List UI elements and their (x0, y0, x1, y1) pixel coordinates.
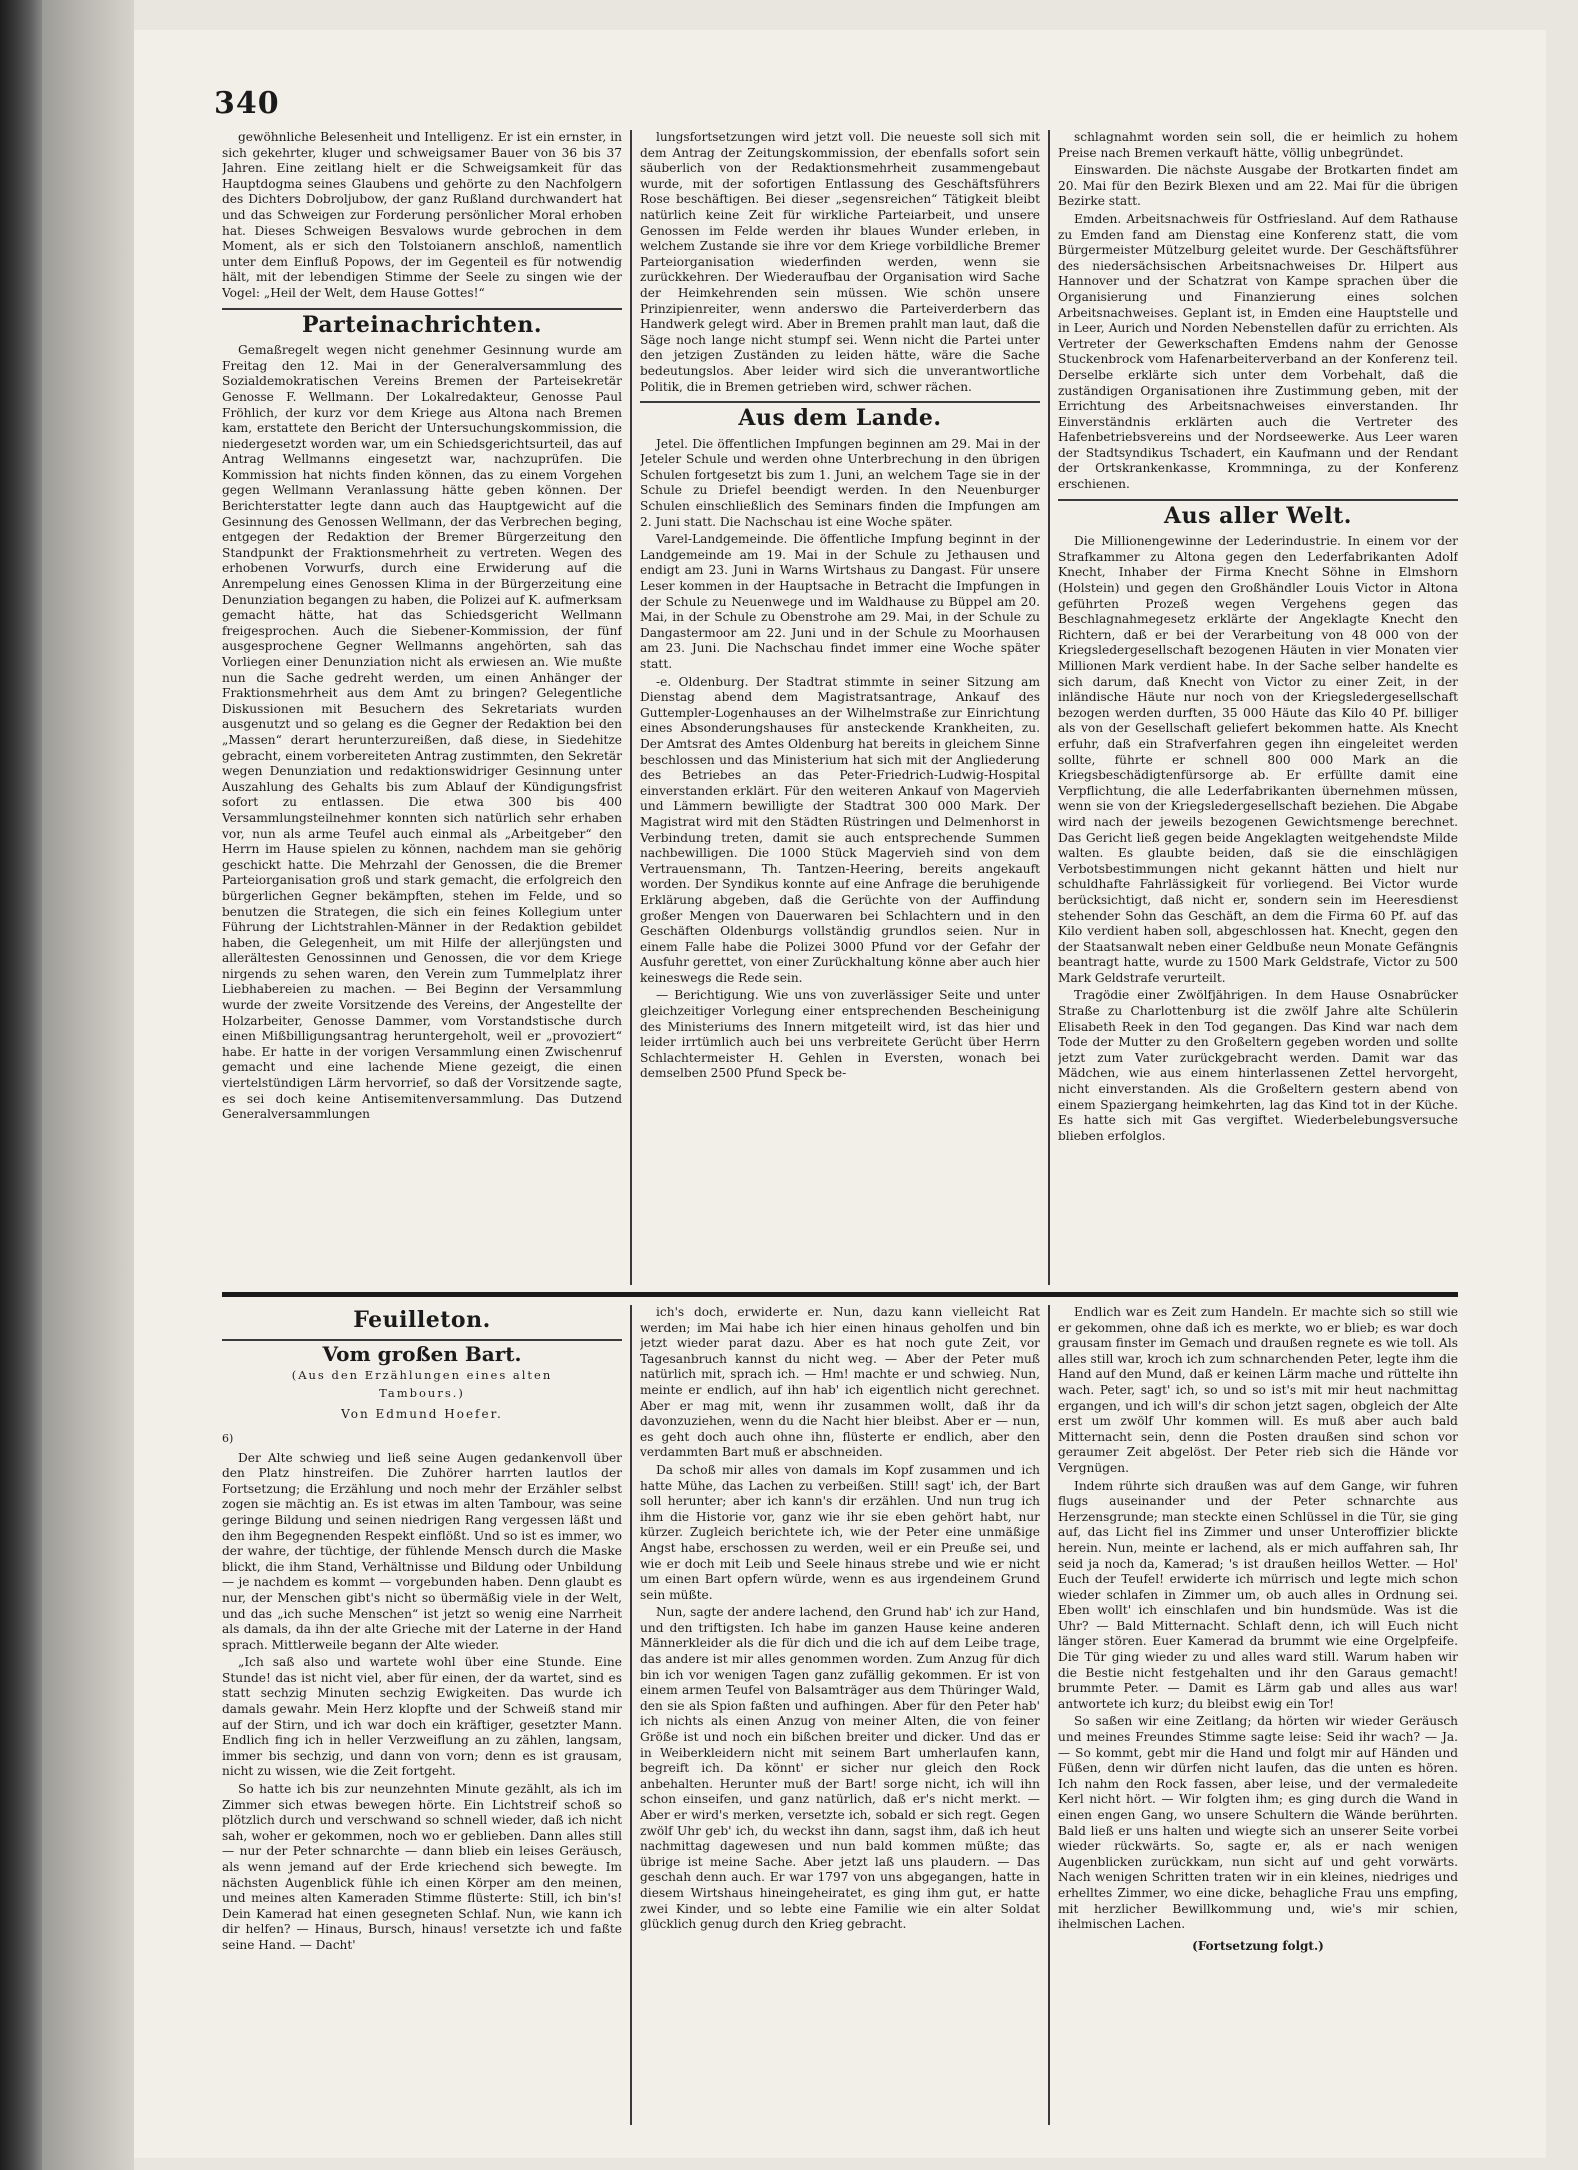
page-edge (42, 0, 134, 2170)
page-number: 340 (214, 86, 280, 121)
story-author: Von Edmund Hoefer. (341, 1407, 503, 1422)
feuilleton-column-3 (1058, 1305, 1458, 2125)
story-part-number: 6) (222, 1431, 234, 1445)
feuilleton-heading: Feuilleton. (353, 1307, 491, 1333)
column-rule (1048, 130, 1050, 1285)
bremen-paragraph: lungsfortsetzungen wird jetzt voll. Die neueste soll sich mit dem Antrag der Zeitungskommission, der ebenfalls sofort sein säuberlich von der Redaktionsmehrheit zusammengebaut wurde, mit der sofortigen Entlassung des Geschäftsführers Rose beschäftigen. Bei dieser „segensreichen“ Tätigkeit bleibt natürlich keine Zeit für wirkliche Parteiarbeit, und unsere Genossen im Felde werden ihr blaues Wunder erleben, in welchem Zustande sie ihre vor dem Kriege vorbildliche Bremer Parteiorganisation wiederfinden werden, wenn sie zurückkehren. Der Wiederaufbau der Organisation wird Sache der Heimkehrenden sein müssen. Wie schön unsere Prinzipienreiter, wenn anderswo die Parteiverderbern das Handwerk gelegt wird. Aber in Bremen prahlt man laut, daß die Säge noch lange nicht stumpf sei. Wenn nicht die Partei unter den jetzigen Zuständen zu leiden hätte, wäre die Sache bedeutungslos. Aber leider wird sich die unverantwortliche Politik, die in Bremen getrieben wird, schwer rächen. (640, 130, 1040, 394)
story-paragraph: Endlich war es Zeit zum Handeln. Er machte sich so still wie er gekommen, ohne daß ich es merkte, wo er blieb; es war doch grausam finster im Gemach und draußen regnete es wie toll. Als alles still war, kroch ich zum schnarchenden Peter, legte ihm die Hand auf den Mund, daß er keinen Lärm mache und rüttelte ihn wach. Peter, sagt' ich, so und so ist's mit mir heut nachmittag ergangen, und ich will's dir schon jetzt sagen, obgleich der Alte erst um zwölf Uhr kommen will. Es muß aber auch bald Mitternacht sein, denn die Posten draußen sind schon vor geraumer Zeit abgelöst. Der Peter rieb sich die Hände vor Vergnügen. (1058, 1305, 1458, 1475)
book-binding (0, 0, 42, 2170)
parteinachrichten-paragraph: Gemaßregelt wegen nicht genehmer Gesinnung wurde am Freitag den 12. Mai in der Generalversammlung des Sozialdemokratischen Vereins Bremen der Parteisekretär Genosse F. Wellmann. Der Lokalredakteur, Genosse Paul Fröhlich, der kurz vor dem Kriege aus Altona nach Bremen kam, erstattete den Bericht der Untersuchungskommission, die niedergesetzt worden war, um ein Schiedsgerichtsurteil, das auf Antrag Wellmanns eingesetzt war, nachzuprüfen. Die Kommission hat nichts finden können, das zu einem Vorgehen gegen Wellmann Veranlassung hätte geben können. Der Berichterstatter legte dann auch das Hauptgewicht auf die Gesinnung des Genossen Wellmann, der das Verbrechen beging, entgegen der Redaktion der Bremer Bürgerzeitung den Standpunkt der Fraktionsmehrheit zu vertreten. Wegen des erhobenen Vorwurfs, durch eine Erwiderung auf die Anrempelung eines Genossen Klima in der Bürgerzeitung eine Denunziation begangen zu haben, die Polizei auf K. aufmerksam gemacht hätte, hat das Schiedsgericht Wellmann freigesprochen. Auch die Siebener-Kommission, der fünf ausgesprochene Gegner Wellmanns angehörten, sah das Vorliegen einer Denunziation nicht als erwiesen an. Wie mußte nun die Sache gedreht werden, um einen Anhänger der Fraktionsmehrheit aus dem Amt zu bringen? Gelegentliche Diskussionen mit Besuchern des Sekretariats wurden ausgenutzt und so gelang es die Gegner der Redaktion bei den „Massen“ derart herunterzureißen, daß diese, in Siedehitze gebracht, einem vorbereiteten Antrag zustimmten, den Sekretär wegen Denunziation und redaktionswidriger Gesinnung unter Auszahlung des Gehalts bis zum Ablauf der Kündigungsfrist sofort zu entlassen. Die etwa 300 bis 400 Versammlungsteilnehmer konnten sich natürlich sehr erhaben vor, nun als arme Teufel auch einmal als „Arbeitgeber“ den Herrn im Hause spielen zu können, nachdem man sie gehörig geschickt hatte. Die Mehrzahl der Genossen, die die Bremer Parteiorganisation groß und stark gemacht, die erfolgreich den bürgerlichen Gegner bekämpften, stehen im Felde, und so benutzen die Strategen, die sich ein feines Kollegium unter Führung der Lichtstrahlen-Männer in der Redaktion gebildet haben, die Gelegenheit, um mit Hilfe der allerjüngsten und allerältesten Genossinnen und Genossen, die vor dem Kriege nirgends zu sehen waren, den Verein zum Tummelplatz ihrer Liebhabereien zu machen. — Bei Beginn der Versammlung wurde der zweite Vorsitzende des Vereins, der Angestellte der Holzarbeiter, Genosse Dammer, vom Vorstandstische durch einen Mißbilligungsantrag heruntergeholt, weil er „provoziert“ habe. Er hatte in der vorigen Versammlung einen Zwischenruf gemacht und eine lachende Miene gezeigt, die einen viertelstündigen Lärm hervorrief, so daß der Vorsitzende sagte, es sei doch keine Antisemitenversammlung. Das Dutzend Generalversammlungen (222, 343, 622, 1122)
column-rule (630, 130, 632, 1285)
newspaper-page (134, 30, 1546, 2158)
feuilleton-column-1 (222, 1305, 622, 2125)
lande-paragraph: — Berichtigung. Wie uns von zuverlässiger Seite und unter gleichzeitiger Vorlegung einer entsprechenden Bescheinigung des Ministeriums des Innern mitgeteilt wird, ist das hier und leider irrtümlich auch bei uns verbreitete Gerücht über Herrn Schlachtermeister H. Gehlen in Eversten, wonach bei demselben 2500 Pfund Speck be- (640, 988, 1040, 1081)
story-paragraph: So hatte ich bis zur neunzehnten Minute gezählt, als ich im Zimmer sich etwas bewegen hörte. Ein Lichtstreif schoß so plötzlich durch und verschwand so schnell wieder, daß ich nicht sah, woher er gekommen, noch wo er geblieben. Dann alles still — nur der Peter schnarchte — dann blieb ein leises Geräusch, als wenn jemand auf der Erde kriechend sich bewegte. Im nächsten Augenblick fühle ich einen Körper am den meinen, und meines alten Kameraden Stimme flüsterte: Still, ich bin's! Dein Kamerad hat einen gesegneten Schlaf. Nun, wie kann ich dir helfen? — Hinaus, Bursch, hinaus! versetzte ich und faßte seine Hand. — Dacht' (222, 1782, 622, 1952)
feuilleton-divider (222, 1292, 1458, 1297)
lande-continued-paragraph: schlagnahmt worden sein soll, die er heimlich zu hohem Preise nach Bremen verkauft hätte, völlig unbegründet. (1058, 130, 1458, 160)
aus-dem-lande-heading: Aus dem Lande. (738, 405, 942, 432)
column-2-top (640, 130, 1040, 1285)
column-1-top (222, 130, 622, 1285)
story-paragraph: Nun, sagte der andere lachend, den Grund hab' ich zur Hand, und den triftigsten. Ich habe im ganzen Hause keine anderen Männerkleider als die für dich und die ich auf dem Leibe trage, das andere ist mir alles genommen worden. Zum Anzug für dich bin ich vor wenigen Tagen ganz zufällig gekommen. Er ist von einem armen Teufel von Balsamträger aus dem Thüringer Wald, den sie als Spion faßten und aufhingen. Aber für den Peter hab' ich nichts als einen Anzug von meiner Alten, die von feiner Größe ist und noch ein bißchen breiter und dicker. Und das er in Weiberkleidern nicht mit seinem Bart umherlaufen kann, begreift ich. Da könnt' er sicher nur gleich den Rock anbehalten. Herunter muß der Bart! sorge nicht, ich will ihn schon einseifen, und ganz natürlich, daß er's nicht merkt. — Aber er wird's merken, versetzte ich, sobald er sich regt. Gegen zwölf Uhr geb' ich, du weckst ihn dann, sagst ihm, daß ich heut nachmittag dagewesen und nun bald kommen müßte; das übrige ist meine Sache. Aber jetzt laß uns plaudern. — Das geschah denn auch. Er war 1797 von uns abgegangen, hatte in diesem Wirtshaus hineingeheiratet, es ging ihm gut, er hatte zwei Kinder, und so lebte eine Familie wie ein alter Soldat glücklich genug durch den Krieg gebracht. (640, 1605, 1040, 1932)
parteinachrichten-heading: Parteinachrichten. (301, 311, 543, 338)
lande-paragraph: Emden. Arbeitsnachweis für Ostfriesland. Auf dem Rathause zu Emden fand am Dienstag eine Konferenz statt, die vom Bürgermeister Mützelburg geleitet wurde. Der Geschäftsführer des niedersächsischen Arbeitsnachweises Dr. Hilpert aus Hannover und der Schatzrat von Kampe sprachen über die Organisierung und Finanzierung eines solchen Arbeitsnachweises. Geplant ist, in Emden eine Hauptstelle und in Leer, Aurich und Norden Nebenstellen dafür zu errichten. Als Vertreter der Gewerkschaften Emdens nahm der Genosse Stuckenbrock vom Hafenarbeiterverband an der Konferenz teil. Derselbe erklärte sich unter dem Vorbehalt, daß die zuständigen Organisationen ihre Zustimmung geben, mit der Errichtung des Arbeitsnachweises einverstanden. Ihr Einverständnis erklärten auch die Vertreter des Hafenbetriebsvereins und der Nordseewerke. Aus Leer waren der Stadtsyndikus Tschadert, ein Kaufmann und der Rendant der Ortskrankenkasse, Krommninga, zu der Konferenz erschienen. (1058, 211, 1458, 492)
aus-aller-welt-heading: Aus aller Welt. (1164, 502, 1352, 529)
intro-paragraph: gewöhnliche Belesenheit und Intelligenz. Er ist ein ernster, in sich gekehrter, kluger und schweigsamer Bauer von 36 bis 37 Jahren. Eine zeitlang hielt er die Schweigsamkeit für das Hauptdogma seines Glaubens und gehörte zu den Nachfolgern des Dichters Dobroljubow, der ganz Rußland durchwandert hat und das Schweigen zur Forderung persönlicher Moral erhoben hat. Dieses Schweigen Besvalows wurde gebrochen in dem Moment, als er sich den Tolstoianern anschloß, namentlich unter dem Einfluß Popows, der im Gegenteil es für notwendig hält, mit der lebendigen Stimme der Seele zu singen wie der Vogel: „Heil der Welt, dem Hause Gottes!“ (222, 130, 622, 300)
column-rule (630, 1305, 632, 2125)
welt-paragraph: Die Millionengewinne der Lederindustrie. In einem vor der Strafkammer zu Altona gegen den Lederfabrikanten Adolf Knecht, Inhaber der Firma Knecht Söhne in Elmshorn (Holstein) und gegen den Großhändler Louis Victor in Altona geführten Prozeß wegen Vergehens gegen das Beschlagnahmegesetz erklärte der Angeklagte Knecht den Richtern, daß er bei der Verarbeitung von 48 000 von der Kriegsledergesellschaft bezogenen Häuten in vier Monaten vier Millionen Mark verdient habe. In der Sache selber handelte es sich darum, daß Knecht von Victor zu einer Zeit, in der inländische Häute nur noch von der Kriegsledergesellschaft bezogen werden durften, 35 000 Häute das Kilo 40 Pf. billiger als von der Gesellschaft geliefert bekommen hatte. Als Knecht erfuhr, daß ein Strafverfahren gegen ihn eingeleitet werden sollte, führte er schnell 800 000 Mark an die Kriegsbeschädigtenfürsorge ab. Er erfüllte damit eine Verpflichtung, die alle Lederfabrikanten übernehmen müssen, wenn sie von der Kriegsledergesellschaft beziehen. Die Abgabe wird nach der jeweils bezogenen Gewichtsmenge berechnet. Das Gericht ließ gegen beide Angeklagten weitgehendste Milde walten. Es glaubte beiden, daß sie die einschlägigen Verbotsbestimmungen nicht gekannt hätten und hielt nur schuldhafte Fahrlässigkeit für vorliegend. Bei Victor wurde berücksichtigt, daß nicht er, sondern sein im Heeresdienst stehender Sohn das Geschäft, an dem die Firma 60 Pf. auf das Kilo verdient haben soll, abgeschlossen hat. Knecht, gegen den der Staatsanwalt neben einer Geldbuße neun Monate Gefängnis beantragt hatte, wurde zu 1500 Mark Geldstrafe, Victor zu 500 Mark Geldstrafe verurteilt. (1058, 534, 1458, 985)
welt-paragraph: Tragödie einer Zwölfjährigen. In dem Hause Osnabrücker Straße zu Charlottenburg ist die zwölf Jahre alte Schülerin Elisabeth Reek in den Tod gegangen. Das Kind war nach dem Tode der Mutter zu den Großeltern gegeben worden und sollte jetzt zum Vater zurückgebracht werden. Damit war das Mädchen, wie aus einem hinterlassenen Zettel hervorgeht, nicht einverstanden. Als die Großeltern gestern abend von einem Spaziergang heimkehrten, lag das Kind tot in der Küche. Es hatte sich mit Gas vergiftet. Wiederbelebungsversuche blieben erfolglos. (1058, 988, 1458, 1143)
column-rule (1048, 1305, 1050, 2125)
lande-paragraph: Varel-Landgemeinde. Die öffentliche Impfung beginnt in der Landgemeinde am 19. Mai in der Schule zu Jethausen und endigt am 23. Juni in Warns Wirtshaus zu Dangast. Für unsere Leser kommen in der Hauptsache in Betracht die Impfungen in der Schule zu Neuenwege und im Waldhause zu Büppel am 20. Mai, in der Schule zu Obenstrohe am 29. Mai, in der Schule zu Dangastermoor am 22. Juni und in der Schule zu Moorhausen am 23. Juni. Die Nachschau findet immer eine Woche später statt. (640, 532, 1040, 671)
story-paragraph: Der Alte schwieg und ließ seine Augen gedankenvoll über den Platz hinstreifen. Die Zuhörer harrten lautlos der Fortsetzung; die Erzählung und noch mehr der Erzähler selbst zogen sie mächtig an. Es ist etwas im alten Tambour, was seine geringe Bildung und seinen niedrigen Rang vergessen läßt und den ihm Begegnenden Respekt einflößt. Und so ist es immer, wo der wahre, der tüchtige, der fühlende Mensch durch die Maske blickt, die ihm Stand, Verhältnisse und Bildung oder Unbildung — je nachdem es kommt — vorgebunden haben. Denn glaubt es nur, der Menschen gibt's nicht so übermäßig viele in der Welt, und das „ich suche Menschen“ ist jetzt so wenig eine Narrheit als damals, da ihn der alte Grieche mit der Laterne in der Hand sprach. Mittlerweile begann der Alte wieder. (222, 1450, 622, 1652)
section-divider (222, 1339, 622, 1341)
story-paragraph: So saßen wir eine Zeitlang; da hörten wir wieder Geräusch und meines Freundes Stimme sagte leise: Seid ihr wach? — Ja. — So kommt, gebt mir die Hand und folgt mir auf Händen und Füßen, denn wir dürfen nicht laufen, das die unten es hören. Ich nahm den Rock fassen, aber leise, und der vermaledeite Kerl nicht hört. — Wir folgten ihm; es ging durch die Wand in einen engen Gang, wo unsere Schultern die Wände berührten. Bald ließ er uns halten und wiegte sich an unserer Seite vorbei wieder rückwärts. So, sagte er, als er nach wenigen Augenblicken zurückkam, nun sicht auf und geht vorwärts. Nach wenigen Schritten traten wir in ein kleines, niedriges und erhelltes Zimmer, wo eine dicke, behagliche Frau uns empfing, mit herzlicher Bewillkommung und, wie's mir schien, ihelmischen Lachen. (1058, 1714, 1458, 1932)
story-title: Vom großen Bart. (322, 1341, 522, 1366)
story-subtitle: Tambours.) (379, 1385, 465, 1400)
lande-paragraph: Jetel. Die öffentlichen Impfungen beginnen am 29. Mai in der Jeteler Schule und werden ohne Unterbrechung in den übrigen Schulen fortgesetzt bis zum 1. Juni, an welchem Tage sie in der Schule zu Driefel beendigt werden. In den Neuenburger Schulen einschließlich des Seminars finden die Impfungen am 2. Juni statt. Die Nachschau ist eine Woche später. (640, 436, 1040, 529)
section-divider (222, 308, 622, 310)
story-paragraph: ich's doch, erwiderte er. Nun, dazu kann vielleicht Rat werden; im Mai habe ich hier einen hinaus geholfen und bin jetzt wieder parat dazu. Aber es hat noch gute Zeit, vor Tagesanbruch kannst du nicht weg. — Aber der Peter muß natürlich mit, sprach ich. — Hm! machte er und schwieg. Nun, meinte er endlich, auf ihn hab' ich eigentlich nicht gerechnet. Aber er mag mit, wenn ihr zusammen wollt, daß ihr da davonzuziehen, wenn du die Nacht hier bleibst. Aber er — nun, es geht doch auch ohne ihn, flüsterte er endlich, aber den verdammten Bart muß er abschneiden. (640, 1305, 1040, 1460)
story-paragraph: „Ich saß also und wartete wohl über eine Stunde. Eine Stunde! das ist nicht viel, aber für einen, der da wartet, sind es statt sechzig Minuten sechzig Ewigkeiten. Das wurde ich damals gewahr. Mein Herz klopfte und der Schweiß stand mir auf der Stirn, und ich war doch ein kräftiger, gesetzter Mann. Endlich fing ich in heller Verzweiflung an zu zählen, langsam, immer bis sechzig, und dann von vorn; denn es ist grausam, nicht zu wissen, wie die Zeit fortgeht. (222, 1655, 622, 1779)
continued-note: (Fortsetzung folgt.) (1192, 1938, 1324, 1953)
column-3-top (1058, 130, 1458, 1285)
story-subtitle: (Aus den Erzählungen eines alten (291, 1368, 553, 1383)
section-divider (640, 401, 1040, 403)
story-paragraph: Da schoß mir alles von damals im Kopf zusammen und ich hatte Mühe, das Lachen zu verbeißen. Still! sagt' ich, der Bart soll herunter; aber ich kann's dir erzählen. Und nun trug ich ihm die Historie vor, ganz wie ihr sie eben gehört habt, nur kürzer. Zugleich berichtete ich, wie der Peter eine unmäßige Angst habe, erschossen zu werden, weil er ein Preuße sei, und wie er doch mit Leib und Seele hinaus strebe und wie er nicht um einen Bart opfern würde, wenn es aus irgendeinem Grund sein müßte. (640, 1462, 1040, 1602)
lande-paragraph: Einswarden. Die nächste Ausgabe der Brotkarten findet am 20. Mai für den Bezirk Blexen und am 22. Mai für die übrigen Bezirke statt. (1058, 163, 1458, 209)
lande-paragraph: -e. Oldenburg. Der Stadtrat stimmte in seiner Sitzung am Dienstag abend dem Magistratsantrage, Ankauf des Guttempler-Logenhauses an der Wilhelmstraße zur Einrichtung eines Absonderungshauses für ansteckende Krankheiten, zu. Der Amtsrat des Amtes Oldenburg hat bereits in gleichem Sinne beschlossen und das Ministerium hat sich mit der Angliederung des Betriebes an das Peter-Friedrich-Ludwig-Hospital einverstanden erklärt. Für den weiteren Ankauf von Magervieh und Lämmern bewilligte der Stadtrat 300 000 Mark. Der Magistrat wird mit den Städten Rüstringen und Delmenhorst in Verbindung treten, damit sie auch entsprechende Summen nachbewilligen. Die 1000 Stück Magervieh sind von dem Vertrauensmann, Th. Tantzen-Heering, bereits angekauft worden. Der Syndikus konnte auf eine Anfrage die beruhigende Erklärung abgeben, daß die Gerüchte von der Auffindung großer Mengen von Dauerwaren bei Schlachtern und in den Geschäften Oldenburgs vollständig grundlos seien. Nur in einem Falle habe die Polizei 3000 Pfund vor der Gefahr der Ausfuhr gerettet, von einer Zurückhaltung könne aber auch hier keineswegs die Rede sein. (640, 674, 1040, 985)
feuilleton-column-2 (640, 1305, 1040, 2125)
story-paragraph: Indem rührte sich draußen was auf dem Gange, wir fuhren flugs auseinander und der Peter schnarchte aus Herzensgrunde; man steckte einen Schlüssel in die Tür, sie ging auf, das Licht fiel ins Zimmer und unser Unteroffizier blickte herein. Nun, meinte er lachend, als er mich auffahren sah, Ihr seid ja noch da, Kamerad; 's ist draußen heillos Wetter. — Hol' Euch der Teufel! erwiderte ich mürrisch und legte mich schon wieder schlafen in Zimmer um, ob auch alles in Ordnung sei. Eben wollt' ich einschlafen und bin hundsmüde. Was ist die Uhr? — Bald Mitternacht. Schlaft denn, ich will Euch nicht länger stören. Euer Kamerad da brummt wie eine Orgelpfeife. Die Tür ging wieder zu und alles ward still. Warum haben wir die Bestie nicht festgehalten und ihr den Garaus gemacht! brummte Peter. — Damit es Lärm gab und alles aus war! antwortete ich kurz; du bleibst ewig ein Tor! (1058, 1478, 1458, 1711)
section-divider (1058, 499, 1458, 501)
